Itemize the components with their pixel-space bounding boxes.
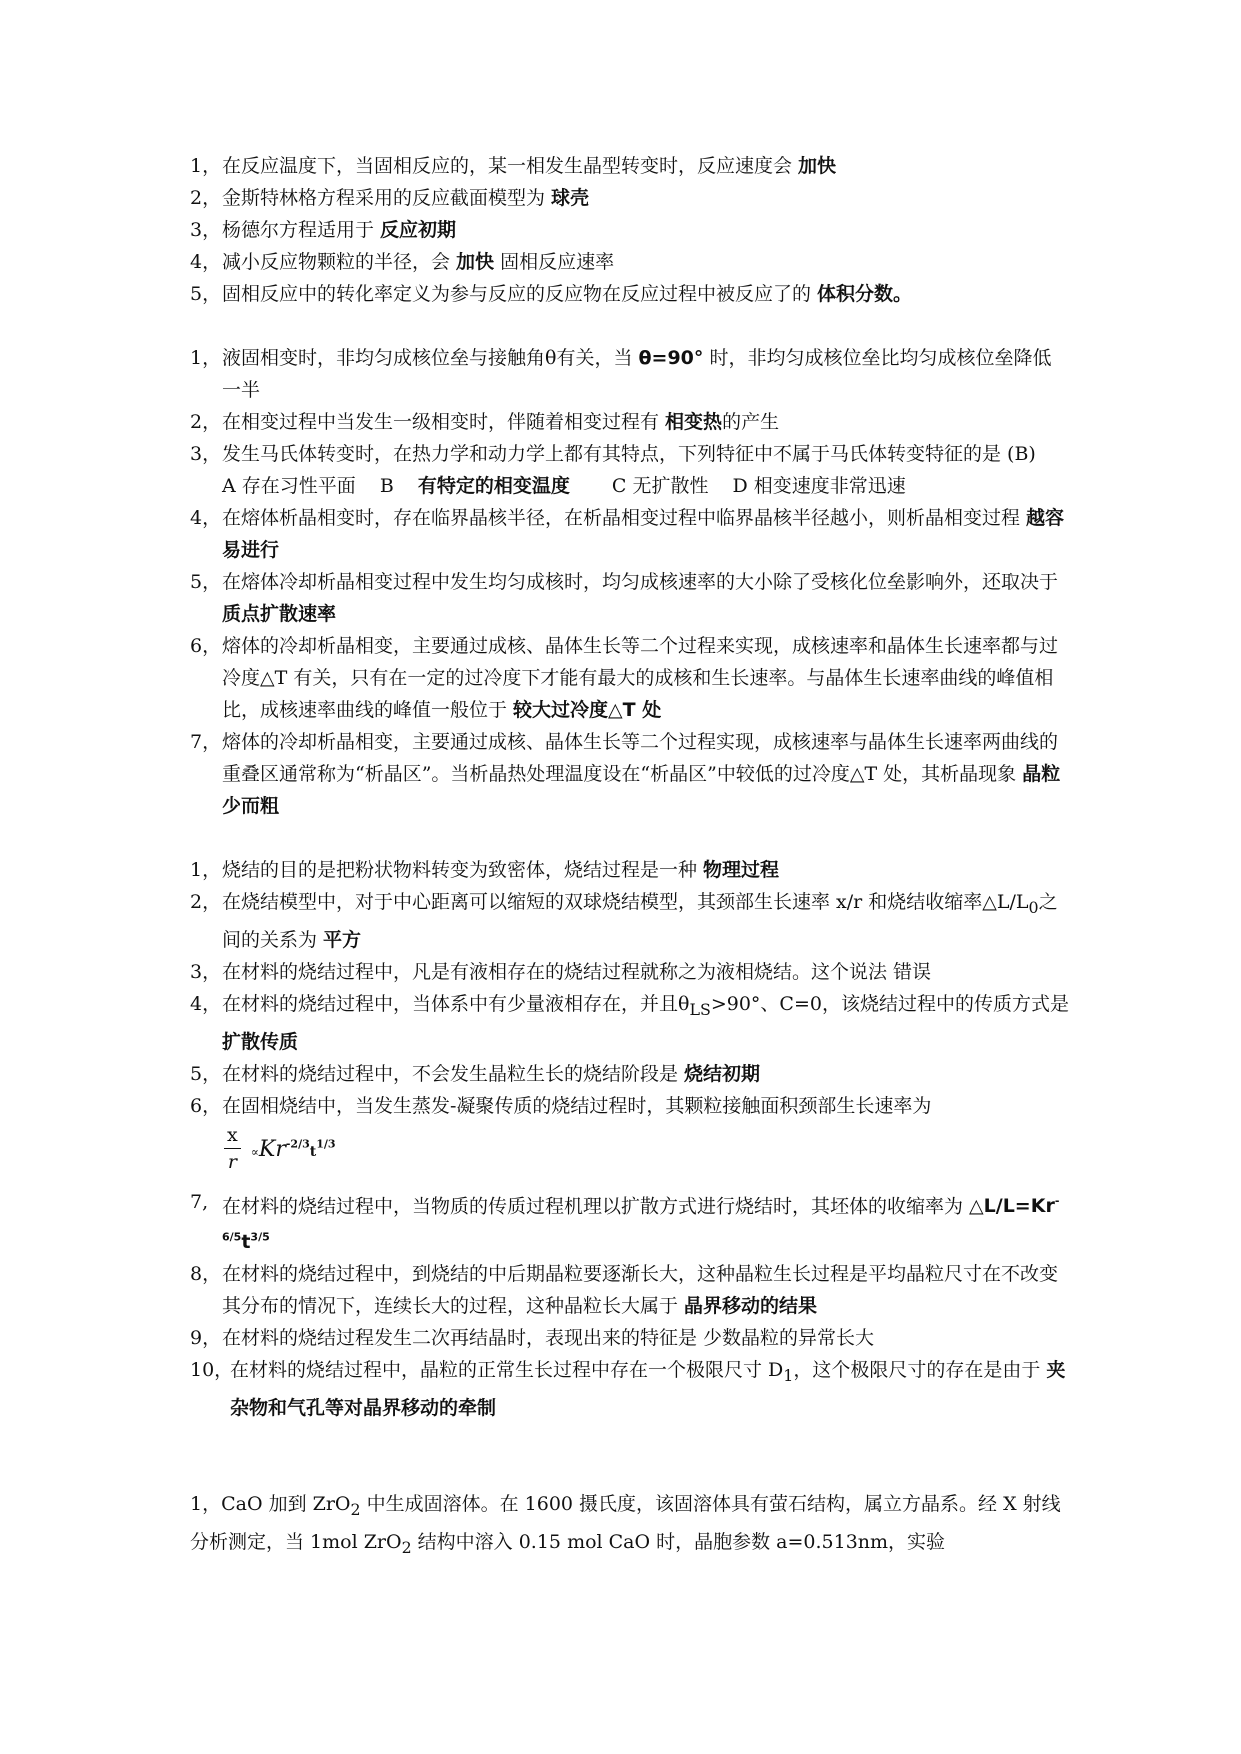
answer: 错误 bbox=[893, 960, 932, 983]
option-a: A 存在习性平面 bbox=[222, 475, 356, 497]
question-3-3: 3， 在材料的烧结过程中，凡是有液相存在的烧结过程就称之为液相烧结。这个说法 错误 bbox=[190, 960, 932, 983]
answer: 质点扩散速率 bbox=[222, 603, 337, 625]
answer: 平方 bbox=[323, 928, 362, 951]
section-sintering bbox=[190, 854, 1070, 1424]
question-2-2: 2， 在相变过程中当发生一级相变时，伴随着相变过程有 相变热的产生 bbox=[190, 411, 780, 433]
answer: θ=90° bbox=[638, 347, 704, 369]
answer: 夹杂物和气孔等对晶界移动的牵制 bbox=[230, 1359, 1066, 1420]
answer: 烧结初期 bbox=[684, 1062, 761, 1085]
section-solid-reaction bbox=[190, 150, 1070, 310]
answer: 少数晶粒的异常长大 bbox=[703, 1327, 875, 1350]
answer: 体积分数。 bbox=[817, 283, 913, 305]
question-1-5: 5， 固相反应中的转化率定义为参与反应的反应物在反应过程中被反应了的 体积分数。 bbox=[190, 283, 913, 305]
option-b: B 有特定的相变温度 bbox=[379, 475, 570, 497]
answer: 扩散传质 bbox=[222, 1030, 299, 1053]
question-1-3: 3， 杨德尔方程适用于 反应初期 bbox=[190, 219, 457, 241]
answer: 反应初期 bbox=[380, 219, 457, 241]
question-2-4: 4， 在熔体析晶相变时，存在临界晶核半径，在析晶相变过程中临界晶核半径越小，则析晶相变过程 越容易进行 bbox=[190, 507, 1065, 561]
formula-neck-growth bbox=[190, 1122, 1070, 1186]
answer-options bbox=[222, 470, 1070, 502]
answer: 越容易进行 bbox=[222, 507, 1065, 561]
question-2-6: 6， 熔体的冷却析晶相变，主要通过成核、晶体生长等二个过程来实现，成核速率和晶体生长速率都与过冷度△T 有关，只有在一定的过冷度下才能有最大的成核和生长速率。与晶体生长速率曲线的峰值相比，成核速率曲线的峰值一般位于 较大过冷度△T 处 bbox=[190, 635, 1059, 721]
question-3-7: 7, 在材料的烧结过程中，当物质的传质过程机理以扩散方式进行烧结时，其坯体的收缩率为 $\triangle L/L=Kr^{-6/5}t^{3/5}$ bbox=[190, 1190, 1060, 1254]
question-3-9: 9， 在材料的烧结过程发生二次再结晶时，表现出来的特征是 少数晶粒的异常长大 bbox=[190, 1327, 875, 1350]
question-1-4: 4， 减小反应物颗粒的半径，会 加快 固相反应速率 bbox=[190, 251, 615, 273]
question-2-7: 7， 熔体的冷却析晶相变，主要通过成核、晶体生长等二个过程实现，成核速率与晶体生长速率两曲线的重叠区通常称为“析晶区”。当析晶热处理温度设在“析晶区”中较低的过冷度△T 处，其析晶现象 晶粒少而粗 bbox=[190, 731, 1061, 817]
answer: 晶粒少而粗 bbox=[222, 763, 1061, 817]
option-d: D 相变速度非常迅速 bbox=[732, 475, 906, 497]
question-3-1: 1， 烧结的目的是把粉状物料转变为致密体，烧结过程是一种 物理过程 bbox=[190, 859, 780, 881]
question-3-2: 2， 在烧结模型中，对于中心距离可以缩短的双球烧结模型，其颈部生长速率 x/r 和烧结收缩率$\triangle L/L_0$之间的关系为 平方 bbox=[190, 891, 1058, 951]
answer: 晶界移动的结果 bbox=[684, 1295, 818, 1318]
answer: 加快 bbox=[456, 251, 495, 273]
answer: $\triangle L/L=Kr^{-6/5}t^{3/5}$ bbox=[222, 1194, 1060, 1254]
formula-expression: $\propto Kr^{-2/3}t^{1/3}$ bbox=[250, 1136, 336, 1162]
question-3-4: 4， 在材料的烧结过程中，当体系中有少量液相存在，并且$\theta_{LS}>90^\circ$、C=0，该烧结过程中的传质方式是 扩散传质 bbox=[190, 992, 1069, 1053]
question-3-10: 10， 在材料的烧结过程中，晶粒的正常生长过程中存在一个极限尺寸 $D_1$，这个极限尺寸的存在是由于 夹杂物和气孔等对晶界移动的牵制 bbox=[190, 1359, 1066, 1420]
question-1-1: 1， 在反应温度下，当固相反应的，某一相发生晶型转变时，反应速度会 加快 bbox=[190, 155, 837, 177]
question-1-2: 2， 金斯特林格方程采用的反应截面模型为 球壳 bbox=[190, 187, 590, 209]
answer: 较大过冷度△T 处 bbox=[513, 699, 662, 721]
question-2-3: 3， 发生马氏体转变时，在热力学和动力学上都有其特点，下列特征中不属于马氏体转变特征的是 (B) A 存在习性平面 B 有特定的相变温度 C 无扩散性 D 相变速度非常迅速 bbox=[190, 438, 1070, 502]
question-3-6: 6， 在固相烧结中，当发生蒸发-凝聚传质的烧结过程时，其颗粒接触面积颈部生长速率为 bbox=[190, 1094, 932, 1117]
question-3-8: 8， 在材料的烧结过程中，到烧结的中后期晶粒要逐渐长大，这种晶粒生长过程是平均晶粒尺寸在不改变其分布的情况下，连续长大的过程，这种晶粒长大属于 晶界移动的结果 bbox=[190, 1263, 1059, 1318]
question-2-1: 1， 液固相变时，非均匀成核位垒与接触角θ有关，当 θ=90° 时，非均匀成核位垒比均匀成核位垒降低一半 bbox=[190, 347, 1052, 401]
question-3-5: 5， 在材料的烧结过程中，不会发生晶粒生长的烧结阶段是 烧结初期 bbox=[190, 1062, 761, 1085]
section-phase-transition bbox=[190, 342, 1070, 822]
option-c: C 无扩散性 bbox=[611, 475, 709, 497]
answer: 加快 bbox=[798, 155, 837, 177]
answer: 相变热 bbox=[665, 411, 723, 433]
answer: 物理过程 bbox=[703, 859, 780, 881]
fraction-x-over-r: $\frac{x}{r}$ bbox=[224, 1122, 241, 1175]
section-calculation: 1，CaO 加到 ZrO$_2$ 中生成固溶体。在 1600 摄氏度，该固溶体具有萤石结构，属立方晶系。经 X 射线分析测定，当 1mol ZrO$_2$ 结构中溶入 0.15 mol CaO 时，晶胞参数 a=0.513nm，实验 bbox=[190, 1493, 1061, 1557]
answer: 球壳 bbox=[551, 187, 590, 209]
document-page bbox=[190, 150, 1070, 1564]
question-2-5: 5， 在熔体冷却析晶相变过程中发生均匀成核时，均匀成核速率的大小除了受核化位垒影响外，还取决于 质点扩散速率 bbox=[190, 571, 1059, 625]
